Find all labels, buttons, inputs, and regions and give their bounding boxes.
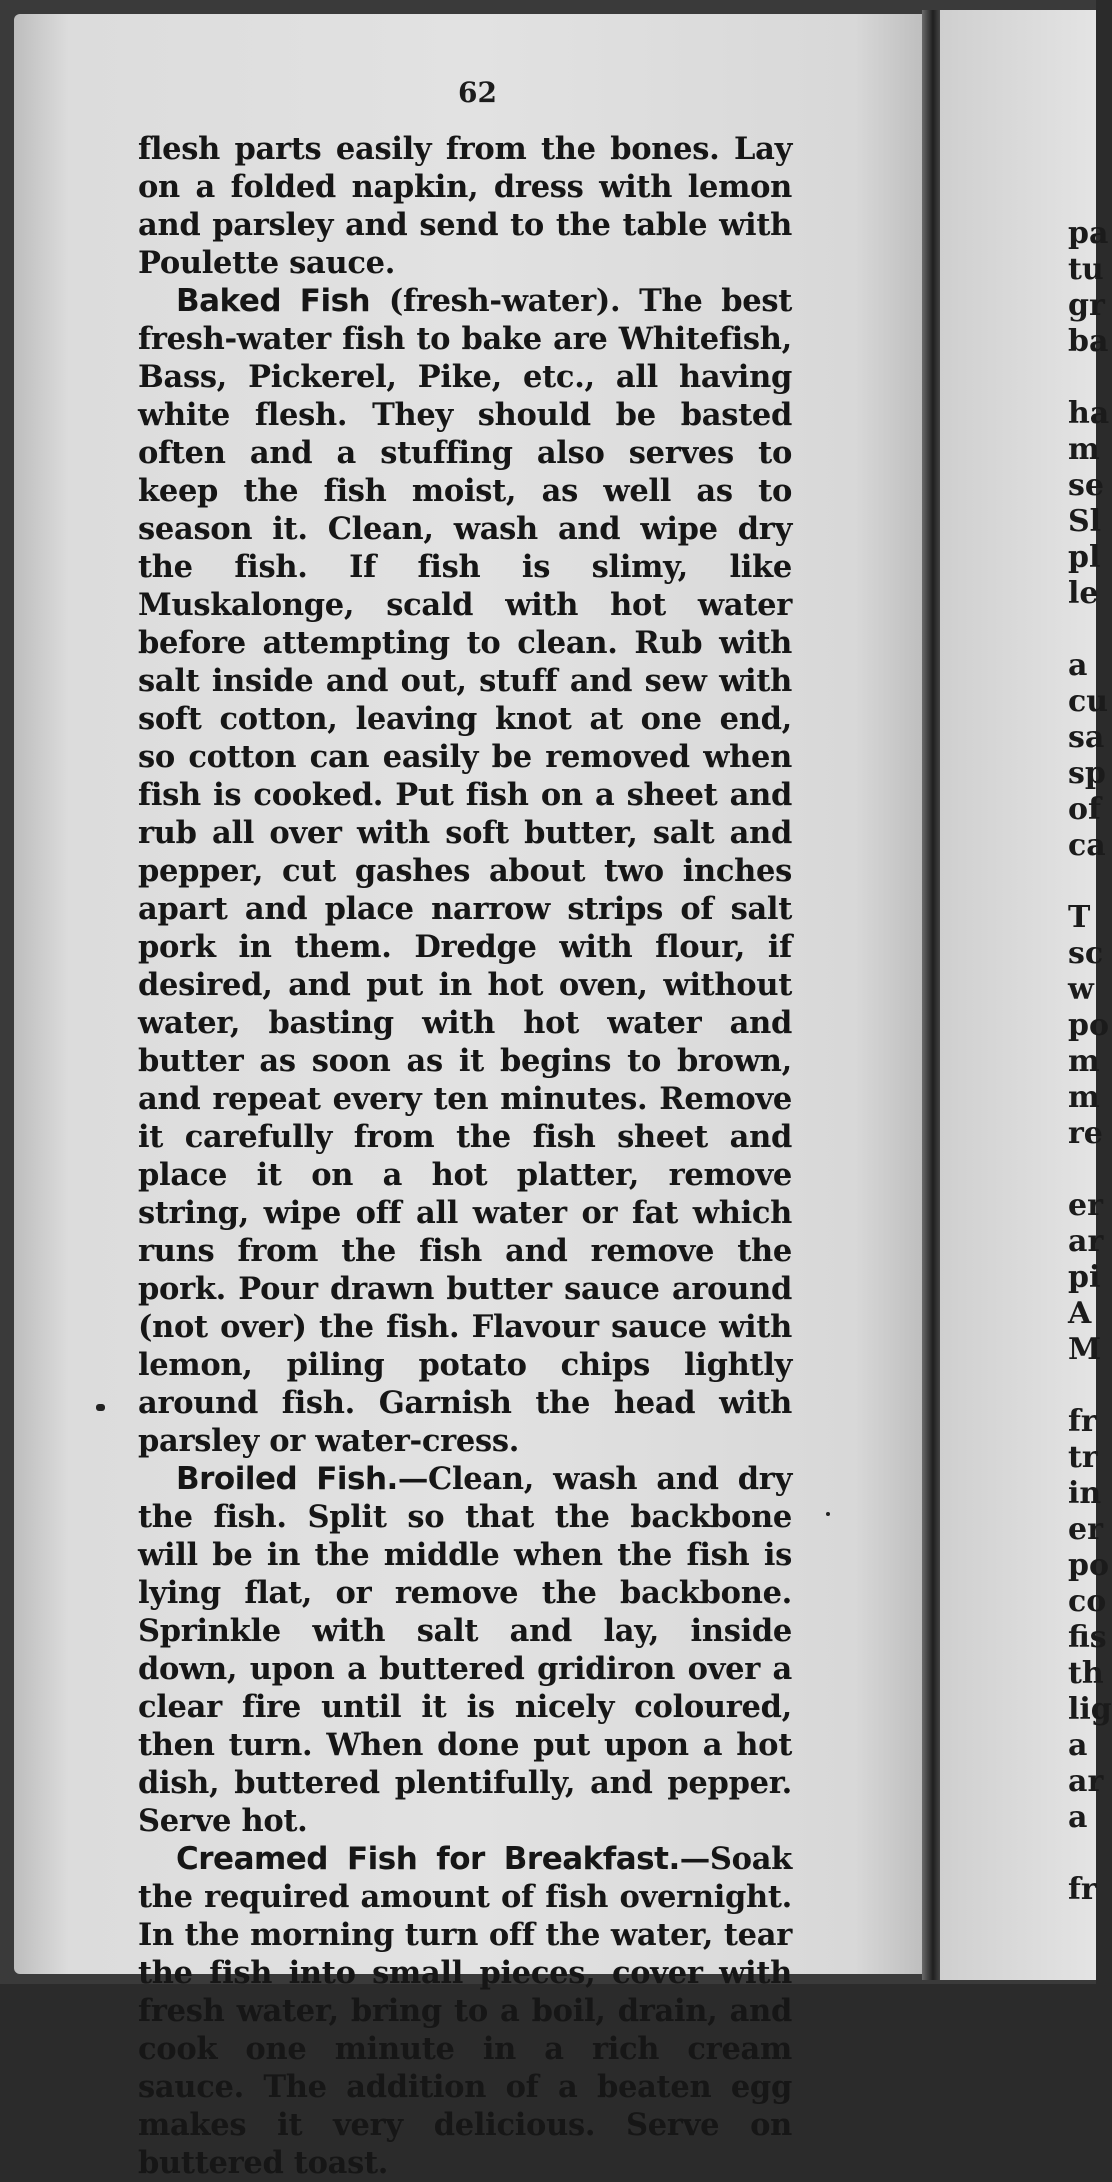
right-page-fragment: fis [1068,1620,1107,1655]
right-page-fragment: er [1068,1188,1103,1223]
right-page-fragment: re [1068,1116,1103,1151]
right-page-text-fragments [1068,216,1112,1908]
right-page-fragment: er [1068,1512,1103,1547]
right-page-fragment: m [1068,432,1100,467]
right-page-fragment: ar [1068,1764,1104,1799]
right-page-fragment: m [1068,1080,1100,1115]
right-page-fragment: pi [1068,1260,1101,1295]
right-page-fragment: tr [1068,1440,1098,1475]
right-page-fragment: M [1068,1332,1102,1367]
right-page-fragment: gr [1068,288,1105,323]
right-page-fragment: se [1068,468,1104,503]
right-page-fragment: tu [1068,252,1104,287]
right-page-fragment: pl [1068,540,1101,575]
recipe-text [138,130,792,2182]
right-page-fragment: sa [1068,720,1105,755]
right-page-fragment: of [1068,792,1101,827]
creamed-fish-text: —Soak the required amount of fish overnight. In the morning turn off the water, tear the fish into small pieces, cover with fresh water, bring to a boil, drain, and cook one minute in a rich cream sauce. The addition of a beaten egg makes it very delicious. Serve on buttered toast. [138,1841,792,2181]
right-page-fragment: T [1068,900,1091,935]
heading-creamed-fish: Creamed Fish for Breakfast. [176,1841,680,1877]
heading-baked-fish: Baked Fish [176,283,371,319]
right-page-gap [1068,360,1108,396]
right-page-fragment: cu [1068,684,1109,719]
right-page-fragment: w [1068,972,1094,1007]
right-page-fragment: sp [1068,756,1106,791]
right-page-fragment: a [1068,1800,1088,1835]
right-page-fragment: le [1068,576,1099,611]
right-page-fragment: th [1068,1656,1104,1691]
right-page-fragment: Sl [1068,504,1102,539]
right-page-fragment: in [1068,1476,1102,1511]
broiled-fish-text: —Clean, wash and dry the fish. Split so that the backbone will be in the middle when the fish is lying flat, or remove the backbone. Sprinkle with salt and lay, inside down, upon a buttered gridiron over a clear fire until it is nicely coloured, then turn. When done put upon a hot dish, buttered plentifully, and pepper. Serve hot. [138,1461,792,1839]
right-page-gap [1068,1152,1108,1188]
right-page-fragment: m [1068,1044,1100,1079]
paragraph-continued: flesh parts easily from the bones. Lay on a folded napkin, dress with lemon and parsley and send to the table with Poulette sauce. [138,131,792,281]
right-page-fragment: ar [1068,1224,1104,1259]
right-page-fragment: ca [1068,828,1106,863]
right-page-gap [1068,612,1108,648]
ink-dot [826,1512,830,1516]
right-page-fragment: ha [1068,396,1110,431]
right-page-fragment: a [1068,1728,1088,1763]
paragraph-baked-fish [138,282,792,1460]
right-page-gap [1068,1368,1108,1404]
right-page-fragment: fr [1068,1872,1097,1907]
right-page-fragment: fr [1068,1404,1097,1439]
right-page-fragment: a [1068,648,1088,683]
paragraph-creamed-fish [138,1840,792,2182]
baked-fish-text: (fresh-water). The best fresh-water fish to bake are Whitefish, Bass, Pickerel, Pike, etc., all having white flesh. They should be basted often and a stuffing also serves to keep the fish moist, as well as to season it. Clean, wash and wipe dry the fish. If fish is slimy, like Muskalonge, scald with hot water before attempting to clean. Rub with salt inside and out, stuff and sew with soft cotton, leaving knot at one end, so cotton can easily be removed when fish is cooked. Put fish on a sheet and rub all over with soft butter, salt and pepper, cut gashes about two inches apart and place narrow strips of salt pork in them. Dredge with flour, if desired, and put in hot oven, without water, basting with hot water and butter as soon as it begins to brown, and repeat every ten minutes. Remove it carefully from the fish sheet and place it on a hot platter, remove string, wipe off all water or fat which runs from the fish and remove the pork. Pour drawn butter sauce around (not over) the fish. Flavour sauce with lemon, piling potato chips lightly around fish. Garnish the head with parsley or water-cress. [138,283,792,1459]
right-page-fragment: po [1068,1008,1109,1043]
right-page-fragment: lig [1068,1692,1112,1727]
right-page-fragment: A [1068,1296,1092,1331]
right-page-fragment: co [1068,1584,1107,1619]
right-page-fragment: po [1068,1548,1109,1583]
right-page-gap [1068,1836,1108,1872]
heading-broiled-fish: Broiled Fish. [176,1461,398,1497]
ink-mark [96,1404,105,1411]
right-page-fragment: sc [1068,936,1104,971]
right-page-fragment: pa [1068,216,1109,251]
right-page-fragment: ba [1068,324,1109,359]
paragraph-broiled-fish [138,1460,792,1840]
right-page-gap [1068,864,1108,900]
page-number: 62 [458,76,497,109]
